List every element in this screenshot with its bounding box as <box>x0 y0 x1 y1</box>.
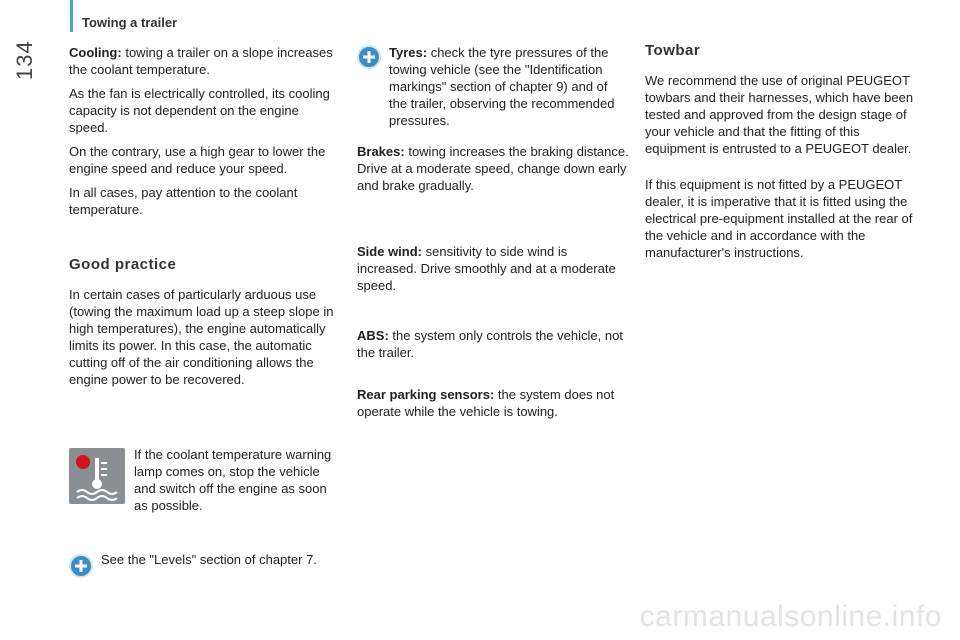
good-practice-text: In certain cases of particularly arduous use (towing the maximum load up a steep slope in high temperatures), the engine automatically limits its power. In this case, the automatic cutting off of the air conditioning allows the engine power to be recovered. <box>69 287 334 387</box>
cooling-paragraph-4: In all cases, pay attention to the coolant temperature. <box>69 185 298 217</box>
cooling-paragraph-3: On the contrary, use a high gear to lower the engine speed and reduce your speed. <box>69 144 326 176</box>
abs-section <box>357 327 629 361</box>
page-number: 134 <box>12 40 37 80</box>
cooling-paragraph-1 <box>69 44 341 78</box>
watermark: carmanualsonline.info <box>639 600 942 633</box>
side-wind-text: sensitivity to side wind is increased. Drive smoothly and at a moderate speed. <box>357 244 616 293</box>
tyres-section <box>357 44 629 129</box>
rear-parking-sensors-section <box>357 386 637 420</box>
good-practice-heading: Good practice <box>69 256 177 273</box>
cooling-section <box>69 44 341 225</box>
rear-parking-sensors-label: Rear parking sensors: <box>357 387 495 402</box>
towbar-paragraph-1: We recommend the use of original PEUGEOT towbars and their harnesses, which have been tested and approved from the design stage of your vehicle and that the fitting of this equipment is entrusted to a PEUGEOT dealer. <box>645 73 914 156</box>
header-accent-bar <box>70 0 73 32</box>
warning-text: If the coolant temperature warning lamp comes on, stop the vehicle and switch off the engine as soon as possible. <box>134 447 332 513</box>
abs-text: the system only controls the vehicle, not the trailer. <box>357 328 623 360</box>
cooling-label: Cooling: <box>69 45 122 60</box>
tyres-text: check the tyre pressures of the towing vehicle (see the "Identification markings" section of chapter 9) and of the trailer, observing the recommended pressures. <box>389 45 615 128</box>
side-wind-label: Side wind: <box>357 244 422 259</box>
coolant-temperature-warning-icon <box>69 448 125 504</box>
plus-info-icon <box>69 554 93 578</box>
towbar-paragraph-2: If this equipment is not fitted by a PEUGEOT dealer, it is imperative that it is fitted using the electrical pre-equipment installed at the rear of the vehicle and in accordance with the manufacturer's instructions. <box>645 177 913 260</box>
brakes-label: Brakes: <box>357 144 405 159</box>
page-header-title: Towing a trailer <box>82 15 178 30</box>
see-levels-text: See the "Levels" section of chapter 7. <box>101 552 317 567</box>
cooling-paragraph-2: As the fan is electrically controlled, its cooling capacity is not dependent on the engine speed. <box>69 86 330 135</box>
rear-parking-sensors-text: the system does not operate while the vehicle is towing. <box>357 387 615 419</box>
abs-label: ABS: <box>357 328 389 343</box>
brakes-text: towing increases the braking distance. Drive at a moderate speed, change down early and brake gradually. <box>357 144 629 193</box>
tyres-paragraph <box>357 44 629 129</box>
towbar-heading: Towbar <box>645 42 701 59</box>
tyres-label: Tyres: <box>389 45 428 60</box>
cooling-text-1: towing a trailer on a slope increases the coolant temperature. <box>69 45 333 77</box>
side-wind-section <box>357 243 629 294</box>
brakes-section <box>357 143 629 194</box>
